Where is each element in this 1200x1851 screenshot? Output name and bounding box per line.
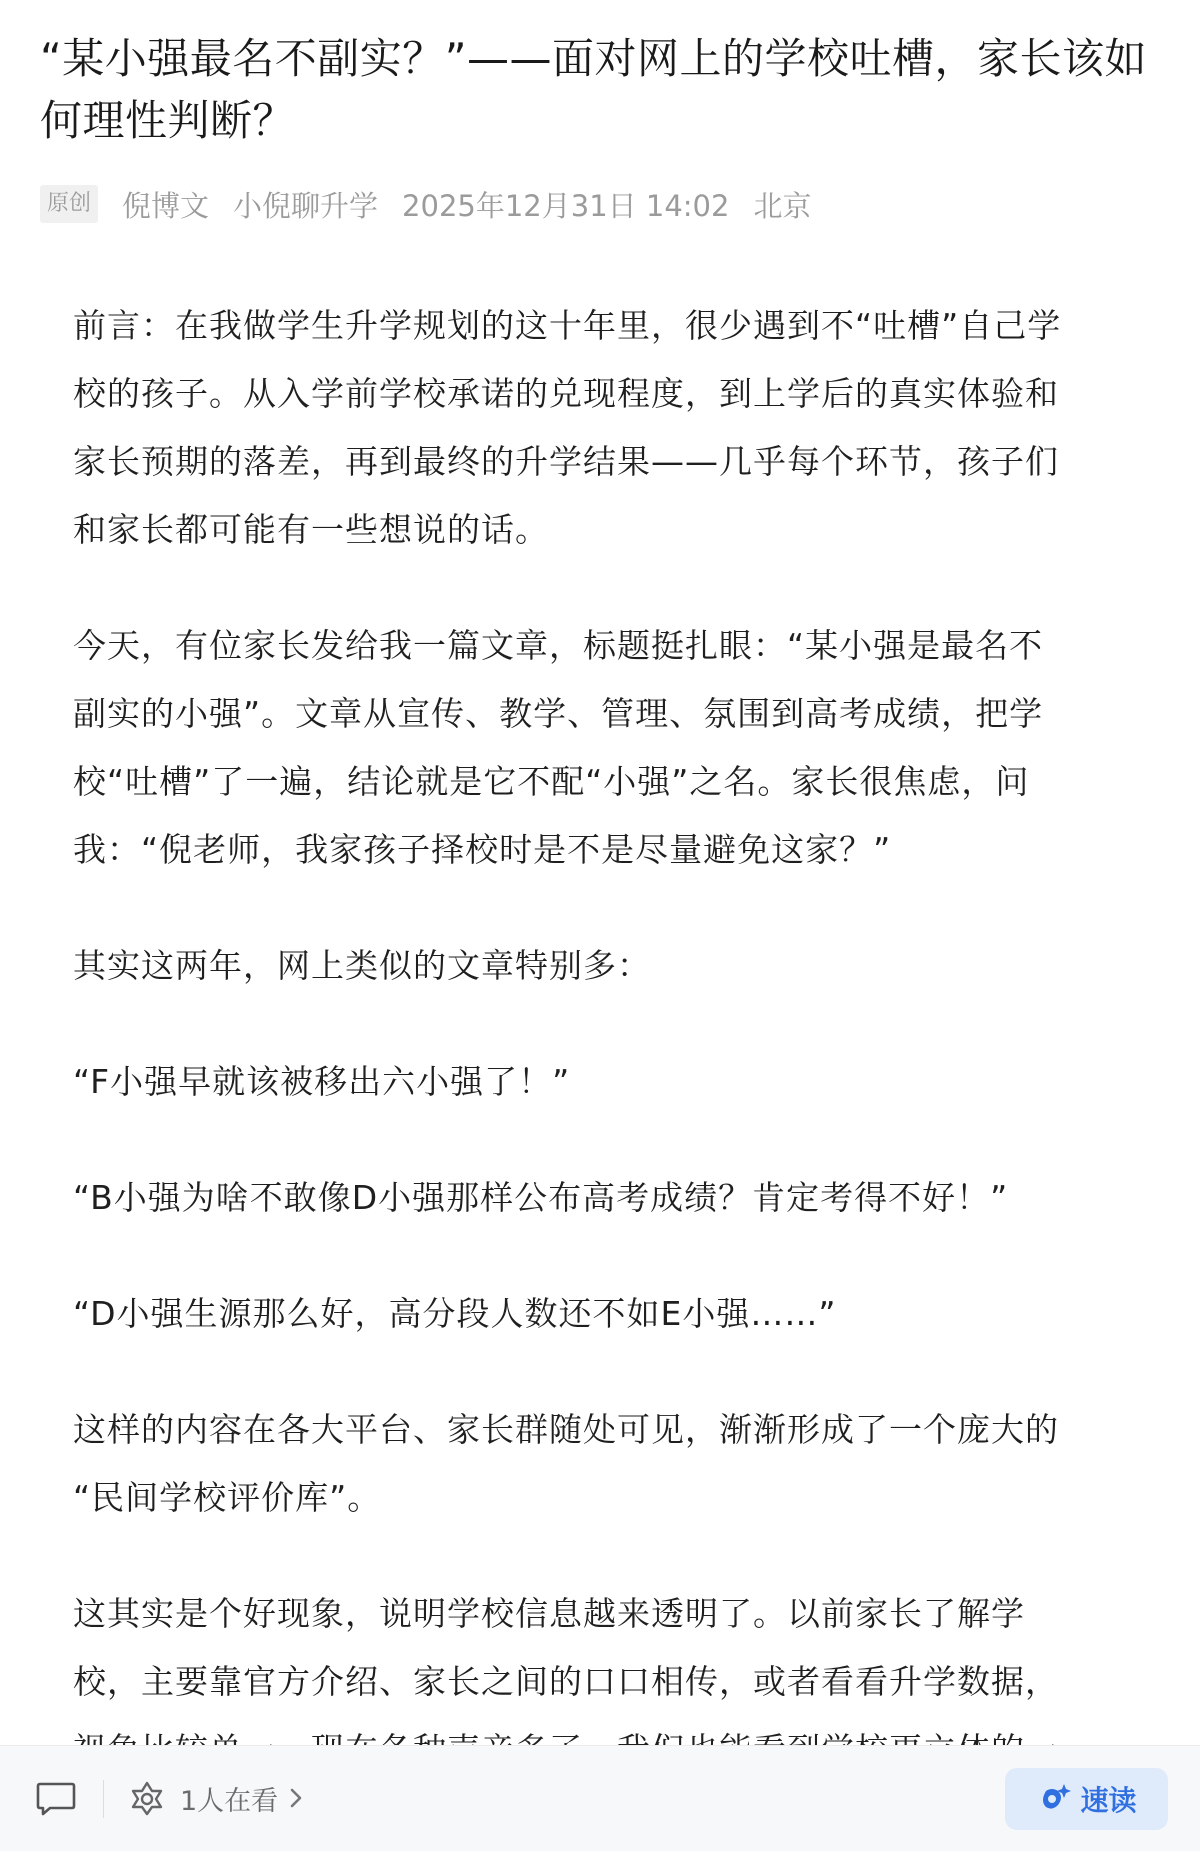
paragraph-review-library: 这样的内容在各大平台、家长群随处可见，渐渐形成了一个庞大的 “民间学校评价库”。 — [73, 1410, 1059, 1517]
toolbar-divider — [103, 1780, 104, 1818]
article-title: “某小强最名不副实？”——面对网上的学校吐槽，家长该如何理性判断？ — [40, 34, 1148, 145]
bottom-toolbar — [0, 1745, 1200, 1851]
chevron-right-icon — [288, 1787, 304, 1809]
article-meta — [40, 180, 835, 228]
publish-location: 北京 — [753, 188, 812, 223]
paragraph-quote-f: “F小强早就该被移出六小强了！” — [73, 1062, 571, 1101]
speed-read-button[interactable] — [1005, 1768, 1168, 1830]
publish-datetime: 2025年12月31日 14:02 — [402, 188, 730, 223]
comment-button[interactable] — [34, 1776, 78, 1820]
paragraph-transparency: 这其实是个好现象，说明学校信息越来透明了。以前家长了解学 校，主要靠官方介绍、家长之间的口口相传，或者看看升学数据， — [73, 1594, 1059, 1701]
original-badge: 原创 — [40, 185, 98, 223]
speed-read-label: 速读 — [1080, 1784, 1137, 1817]
paragraph-quote-b: “B小强为啥不敢像D小强那样公布高考成绩？肯定考得不好！” — [73, 1178, 1009, 1217]
sparkle-icon — [1036, 1781, 1072, 1817]
flower-icon — [128, 1779, 166, 1817]
paragraph-preface: 前言：在我做学生升学规划的这十年里，很少遇到不“吐槽”自己学 校的孩子。从入学前学校承诺的兑现程度，到上学后的真实体验和 家长预期的落差，再到最终的升学结果——几乎每个环节，孩子们 和家长都可能有一些想说的话。 — [73, 306, 1062, 549]
author-name[interactable]: 倪博文 — [122, 188, 210, 223]
paragraph-intro-examples: 其实这两年，网上类似的文章特别多： — [73, 946, 651, 985]
viewing-count-button[interactable] — [128, 1772, 304, 1824]
comment-icon — [34, 1776, 78, 1820]
viewing-count-label: 1人在看 — [180, 1785, 279, 1817]
account-name[interactable]: 小倪聊升学 — [233, 188, 379, 223]
paragraph-quote-d: “D小强生源那么好，高分段人数还不如E小强……” — [73, 1294, 837, 1333]
paragraph-parent-question: 今天，有位家长发给我一篇文章，标题挺扎眼：“某小强是最名不 副实的小强”。文章从宣传、教学、管理、氛围到高考成绩，把学 校“吐槽”了一遍，结论就是它不配“小强”之名。家长很焦虑，问 我：“倪老师，我家孩子择校时是不是尽量避免这家？” — [73, 626, 1044, 869]
